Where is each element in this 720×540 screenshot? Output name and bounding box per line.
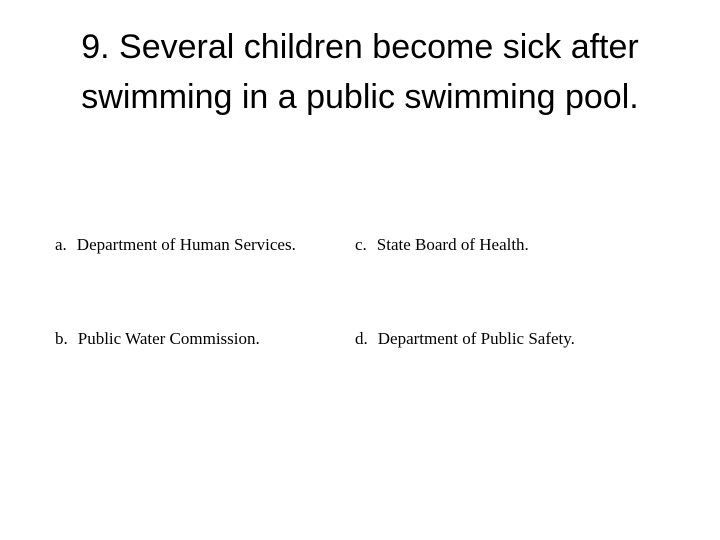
option-letter: a. — [55, 235, 67, 254]
option-text: Department of Public Safety. — [377, 329, 575, 348]
answer-option-c — [355, 235, 529, 255]
option-letter: c. — [355, 235, 367, 254]
question-title-line-2: swimming in a public swimming pool. — [81, 78, 639, 116]
answer-option-b — [55, 329, 260, 349]
answer-option-a — [55, 235, 296, 255]
question-title — [20, 22, 700, 122]
question-title-line-1: 9. Several children become sick after — [81, 28, 639, 66]
option-letter: d. — [355, 329, 368, 348]
option-text: Department of Human Services. — [76, 235, 296, 254]
option-letter: b. — [55, 329, 68, 348]
option-text: State Board of Health. — [376, 235, 529, 254]
option-text: Public Water Commission. — [77, 329, 260, 348]
answer-option-d — [355, 329, 575, 349]
